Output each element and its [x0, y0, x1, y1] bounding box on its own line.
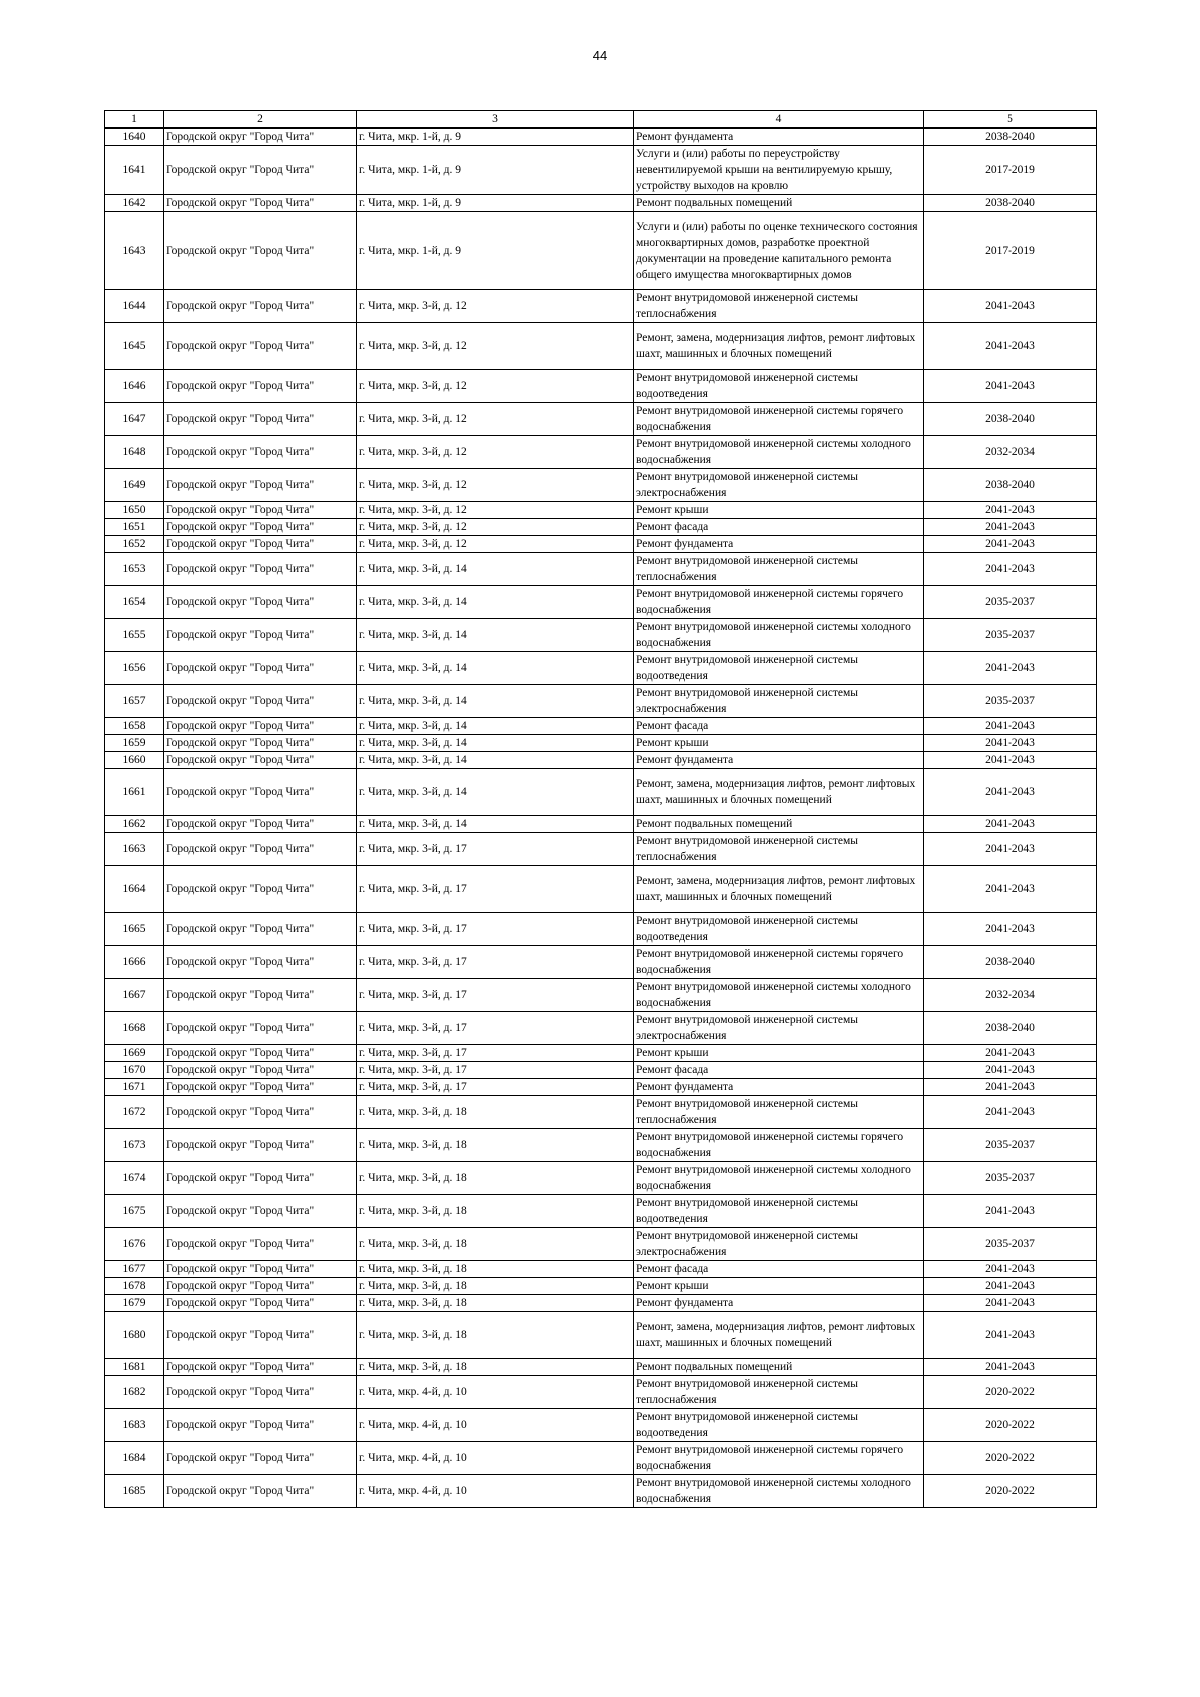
work-type-cell: Ремонт внутридомовой инженерной системы теплоснабжения: [634, 290, 924, 323]
row-number: 1674: [105, 1162, 164, 1195]
table-row: [105, 128, 1097, 146]
period-cell: 2020-2022: [924, 1442, 1097, 1475]
period-cell: 2041-2043: [924, 1079, 1097, 1096]
municipality-cell: Городской округ "Город Чита": [164, 1195, 357, 1228]
work-type-cell: Ремонт фундамента: [634, 1079, 924, 1096]
municipality-cell: Городской округ "Город Чита": [164, 1045, 357, 1062]
period-cell: 2038-2040: [924, 195, 1097, 212]
work-type-cell: Ремонт внутридомовой инженерной системы электроснабжения: [634, 1012, 924, 1045]
column-header-1: 1: [105, 111, 164, 129]
address-cell: г. Чита, мкр. 3-й, д. 12: [357, 370, 634, 403]
address-cell: г. Чита, мкр. 3-й, д. 17: [357, 979, 634, 1012]
address-cell: г. Чита, мкр. 3-й, д. 18: [357, 1162, 634, 1195]
period-cell: 2041-2043: [924, 1295, 1097, 1312]
period-cell: 2041-2043: [924, 519, 1097, 536]
work-type-cell: Ремонт внутридомовой инженерной системы водоотведения: [634, 652, 924, 685]
address-cell: г. Чита, мкр. 3-й, д. 12: [357, 290, 634, 323]
period-cell: 2020-2022: [924, 1475, 1097, 1508]
period-cell: 2035-2037: [924, 586, 1097, 619]
table-row: [105, 146, 1097, 195]
municipality-cell: Городской округ "Город Чита": [164, 212, 357, 290]
table-row: [105, 586, 1097, 619]
municipality-cell: Городской округ "Город Чита": [164, 979, 357, 1012]
column-header-2: 2: [164, 111, 357, 129]
municipality-cell: Городской округ "Город Чита": [164, 652, 357, 685]
municipality-cell: Городской округ "Город Чита": [164, 1129, 357, 1162]
address-cell: г. Чита, мкр. 3-й, д. 18: [357, 1129, 634, 1162]
row-number: 1681: [105, 1359, 164, 1376]
municipality-cell: Городской округ "Город Чита": [164, 586, 357, 619]
address-cell: г. Чита, мкр. 4-й, д. 10: [357, 1475, 634, 1508]
work-type-cell: Ремонт фасада: [634, 1062, 924, 1079]
municipality-cell: Городской округ "Город Чита": [164, 1295, 357, 1312]
address-cell: г. Чита, мкр. 3-й, д. 17: [357, 1045, 634, 1062]
municipality-cell: Городской округ "Город Чита": [164, 1475, 357, 1508]
table-row: [105, 718, 1097, 735]
row-number: 1641: [105, 146, 164, 195]
work-type-cell: Ремонт внутридомовой инженерной системы теплоснабжения: [634, 1376, 924, 1409]
row-number: 1667: [105, 979, 164, 1012]
table-row: [105, 1162, 1097, 1195]
period-cell: 2038-2040: [924, 469, 1097, 502]
table-row: [105, 833, 1097, 866]
table-row: [105, 752, 1097, 769]
row-number: 1642: [105, 195, 164, 212]
row-number: 1644: [105, 290, 164, 323]
municipality-cell: Городской округ "Город Чита": [164, 866, 357, 913]
table-row: [105, 1195, 1097, 1228]
work-type-cell: Ремонт внутридомовой инженерной системы электроснабжения: [634, 469, 924, 502]
work-type-cell: Ремонт крыши: [634, 1278, 924, 1295]
address-cell: г. Чита, мкр. 3-й, д. 14: [357, 619, 634, 652]
municipality-cell: Городской округ "Город Чита": [164, 323, 357, 370]
work-type-cell: Ремонт внутридомовой инженерной системы электроснабжения: [634, 1228, 924, 1261]
period-cell: 2032-2034: [924, 436, 1097, 469]
address-cell: г. Чита, мкр. 3-й, д. 17: [357, 1062, 634, 1079]
period-cell: 2032-2034: [924, 979, 1097, 1012]
address-cell: г. Чита, мкр. 3-й, д. 18: [357, 1261, 634, 1278]
period-cell: 2038-2040: [924, 128, 1097, 146]
address-cell: г. Чита, мкр. 1-й, д. 9: [357, 195, 634, 212]
address-cell: г. Чита, мкр. 3-й, д. 18: [357, 1295, 634, 1312]
row-number: 1653: [105, 553, 164, 586]
work-type-cell: Ремонт внутридомовой инженерной системы холодного водоснабжения: [634, 436, 924, 469]
municipality-cell: Городской округ "Город Чита": [164, 502, 357, 519]
address-cell: г. Чита, мкр. 3-й, д. 17: [357, 866, 634, 913]
table-row: [105, 1062, 1097, 1079]
address-cell: г. Чита, мкр. 3-й, д. 12: [357, 502, 634, 519]
address-cell: г. Чита, мкр. 3-й, д. 14: [357, 586, 634, 619]
period-cell: 2038-2040: [924, 403, 1097, 436]
row-number: 1684: [105, 1442, 164, 1475]
work-type-cell: Ремонт внутридомовой инженерной системы электроснабжения: [634, 685, 924, 718]
municipality-cell: Городской округ "Город Чита": [164, 619, 357, 652]
municipality-cell: Городской округ "Город Чита": [164, 1442, 357, 1475]
row-number: 1649: [105, 469, 164, 502]
work-type-cell: Ремонт, замена, модернизация лифтов, ремонт лифтовых шахт, машинных и блочных помещений: [634, 866, 924, 913]
period-cell: 2041-2043: [924, 1045, 1097, 1062]
work-type-cell: Ремонт фундамента: [634, 1295, 924, 1312]
work-type-cell: Ремонт, замена, модернизация лифтов, ремонт лифтовых шахт, машинных и блочных помещений: [634, 323, 924, 370]
period-cell: 2041-2043: [924, 370, 1097, 403]
work-type-cell: Ремонт внутридомовой инженерной системы холодного водоснабжения: [634, 979, 924, 1012]
row-number: 1683: [105, 1409, 164, 1442]
address-cell: г. Чита, мкр. 3-й, д. 12: [357, 323, 634, 370]
period-cell: 2035-2037: [924, 619, 1097, 652]
work-type-cell: Ремонт крыши: [634, 502, 924, 519]
municipality-cell: Городской округ "Город Чита": [164, 685, 357, 718]
row-number: 1676: [105, 1228, 164, 1261]
row-number: 1675: [105, 1195, 164, 1228]
table-row: [105, 1129, 1097, 1162]
address-cell: г. Чита, мкр. 3-й, д. 14: [357, 752, 634, 769]
period-cell: 2041-2043: [924, 502, 1097, 519]
table-row: [105, 1475, 1097, 1508]
table-row: [105, 685, 1097, 718]
municipality-cell: Городской округ "Город Чита": [164, 1012, 357, 1045]
table-row: [105, 1228, 1097, 1261]
row-number: 1669: [105, 1045, 164, 1062]
address-cell: г. Чита, мкр. 3-й, д. 18: [357, 1228, 634, 1261]
address-cell: г. Чита, мкр. 3-й, д. 17: [357, 913, 634, 946]
municipality-cell: Городской округ "Город Чита": [164, 195, 357, 212]
municipality-cell: Городской округ "Город Чита": [164, 752, 357, 769]
table-row: [105, 370, 1097, 403]
address-cell: г. Чита, мкр. 3-й, д. 14: [357, 652, 634, 685]
column-header-3: 3: [357, 111, 634, 129]
table-row: [105, 946, 1097, 979]
address-cell: г. Чита, мкр. 4-й, д. 10: [357, 1442, 634, 1475]
period-cell: 2041-2043: [924, 536, 1097, 553]
row-number: 1663: [105, 833, 164, 866]
row-number: 1654: [105, 586, 164, 619]
period-cell: 2041-2043: [924, 833, 1097, 866]
period-cell: 2041-2043: [924, 1096, 1097, 1129]
table-row: [105, 866, 1097, 913]
table-row: [105, 212, 1097, 290]
address-cell: г. Чита, мкр. 3-й, д. 14: [357, 553, 634, 586]
work-type-cell: Ремонт подвальных помещений: [634, 1359, 924, 1376]
table-row: [105, 502, 1097, 519]
municipality-cell: Городской округ "Город Чита": [164, 290, 357, 323]
period-cell: 2017-2019: [924, 146, 1097, 195]
table-row: [105, 290, 1097, 323]
period-cell: 2038-2040: [924, 1012, 1097, 1045]
municipality-cell: Городской округ "Город Чита": [164, 1312, 357, 1359]
municipality-cell: Городской округ "Город Чита": [164, 1079, 357, 1096]
work-type-cell: Ремонт внутридомовой инженерной системы холодного водоснабжения: [634, 1475, 924, 1508]
work-type-cell: Ремонт внутридомовой инженерной системы водоотведения: [634, 1195, 924, 1228]
row-number: 1679: [105, 1295, 164, 1312]
row-number: 1645: [105, 323, 164, 370]
period-cell: 2041-2043: [924, 913, 1097, 946]
municipality-cell: Городской округ "Город Чита": [164, 1376, 357, 1409]
work-type-cell: Ремонт подвальных помещений: [634, 816, 924, 833]
table-row: [105, 1295, 1097, 1312]
row-number: 1665: [105, 913, 164, 946]
period-cell: 2038-2040: [924, 946, 1097, 979]
row-number: 1661: [105, 769, 164, 816]
work-type-cell: Ремонт фундамента: [634, 128, 924, 146]
row-number: 1655: [105, 619, 164, 652]
row-number: 1643: [105, 212, 164, 290]
address-cell: г. Чита, мкр. 1-й, д. 9: [357, 212, 634, 290]
period-cell: 2041-2043: [924, 1261, 1097, 1278]
work-type-cell: Ремонт фундамента: [634, 536, 924, 553]
work-type-cell: Ремонт внутридомовой инженерной системы водоотведения: [634, 1409, 924, 1442]
work-type-cell: Ремонт фасада: [634, 718, 924, 735]
column-header-5: 5: [924, 111, 1097, 129]
period-cell: 2041-2043: [924, 1359, 1097, 1376]
row-number: 1659: [105, 735, 164, 752]
row-number: 1650: [105, 502, 164, 519]
row-number: 1658: [105, 718, 164, 735]
work-type-cell: Услуги и (или) работы по переустройству невентилируемой крыши на вентилируемую крышу, устройству выходов на кровлю: [634, 146, 924, 195]
period-cell: 2035-2037: [924, 1129, 1097, 1162]
municipality-cell: Городской округ "Город Чита": [164, 1062, 357, 1079]
work-type-cell: Ремонт фасада: [634, 519, 924, 536]
period-cell: 2041-2043: [924, 1312, 1097, 1359]
municipality-cell: Городской округ "Город Чита": [164, 1261, 357, 1278]
period-cell: 2041-2043: [924, 816, 1097, 833]
table-row: [105, 652, 1097, 685]
municipality-cell: Городской округ "Город Чита": [164, 1096, 357, 1129]
address-cell: г. Чита, мкр. 3-й, д. 18: [357, 1195, 634, 1228]
table-body: [105, 128, 1097, 1508]
table-row: [105, 1096, 1097, 1129]
row-number: 1673: [105, 1129, 164, 1162]
address-cell: г. Чита, мкр. 3-й, д. 18: [357, 1096, 634, 1129]
table-row: [105, 1312, 1097, 1359]
address-cell: г. Чита, мкр. 1-й, д. 9: [357, 146, 634, 195]
municipality-cell: Городской округ "Город Чита": [164, 1162, 357, 1195]
address-cell: г. Чита, мкр. 3-й, д. 18: [357, 1359, 634, 1376]
row-number: 1677: [105, 1261, 164, 1278]
row-number: 1678: [105, 1278, 164, 1295]
row-number: 1662: [105, 816, 164, 833]
work-type-cell: Ремонт внутридомовой инженерной системы водоотведения: [634, 913, 924, 946]
work-type-cell: Ремонт внутридомовой инженерной системы теплоснабжения: [634, 833, 924, 866]
address-cell: г. Чита, мкр. 1-й, д. 9: [357, 128, 634, 146]
municipality-cell: Городской округ "Город Чита": [164, 833, 357, 866]
municipality-cell: Городской округ "Город Чита": [164, 553, 357, 586]
table-row: [105, 403, 1097, 436]
period-cell: 2020-2022: [924, 1409, 1097, 1442]
work-type-cell: Ремонт внутридомовой инженерной системы теплоснабжения: [634, 553, 924, 586]
period-cell: 2017-2019: [924, 212, 1097, 290]
municipality-cell: Городской округ "Город Чита": [164, 913, 357, 946]
capital-repair-table: [104, 110, 1097, 1508]
municipality-cell: Городской округ "Город Чита": [164, 816, 357, 833]
table-row: [105, 769, 1097, 816]
municipality-cell: Городской округ "Город Чита": [164, 128, 357, 146]
table-row: [105, 735, 1097, 752]
period-cell: 2035-2037: [924, 685, 1097, 718]
page-number: 44: [592, 48, 608, 63]
address-cell: г. Чита, мкр. 3-й, д. 17: [357, 946, 634, 979]
municipality-cell: Городской округ "Город Чита": [164, 769, 357, 816]
period-cell: 2041-2043: [924, 718, 1097, 735]
address-cell: г. Чита, мкр. 3-й, д. 18: [357, 1312, 634, 1359]
work-type-cell: Услуги и (или) работы по оценке технического состояния многоквартирных домов, разработке проектной документации на проведение капитального ремонта общего имущества многоквартирных домов: [634, 212, 924, 290]
work-type-cell: Ремонт внутридомовой инженерной системы горячего водоснабжения: [634, 946, 924, 979]
row-number: 1651: [105, 519, 164, 536]
municipality-cell: Городской округ "Город Чита": [164, 1228, 357, 1261]
address-cell: г. Чита, мкр. 3-й, д. 12: [357, 469, 634, 502]
period-cell: 2035-2037: [924, 1162, 1097, 1195]
period-cell: 2041-2043: [924, 866, 1097, 913]
row-number: 1646: [105, 370, 164, 403]
period-cell: 2041-2043: [924, 553, 1097, 586]
row-number: 1680: [105, 1312, 164, 1359]
work-type-cell: Ремонт фундамента: [634, 752, 924, 769]
period-cell: 2041-2043: [924, 735, 1097, 752]
period-cell: 2035-2037: [924, 1228, 1097, 1261]
row-number: 1640: [105, 128, 164, 146]
row-number: 1668: [105, 1012, 164, 1045]
municipality-cell: Городской округ "Город Чита": [164, 718, 357, 735]
address-cell: г. Чита, мкр. 3-й, д. 12: [357, 519, 634, 536]
table-row: [105, 1376, 1097, 1409]
address-cell: г. Чита, мкр. 3-й, д. 17: [357, 1012, 634, 1045]
period-cell: 2020-2022: [924, 1376, 1097, 1409]
work-type-cell: Ремонт внутридомовой инженерной системы водоотведения: [634, 370, 924, 403]
table-row: [105, 619, 1097, 652]
table-row: [105, 1409, 1097, 1442]
work-type-cell: Ремонт внутридомовой инженерной системы горячего водоснабжения: [634, 1129, 924, 1162]
table-row: [105, 436, 1097, 469]
table-row: [105, 1278, 1097, 1295]
table-row: [105, 1045, 1097, 1062]
period-cell: 2041-2043: [924, 290, 1097, 323]
table-row: [105, 913, 1097, 946]
municipality-cell: Городской округ "Город Чита": [164, 946, 357, 979]
address-cell: г. Чита, мкр. 3-й, д. 14: [357, 718, 634, 735]
address-cell: г. Чита, мкр. 3-й, д. 12: [357, 403, 634, 436]
table-row: [105, 536, 1097, 553]
table-row: [105, 1012, 1097, 1045]
address-cell: г. Чита, мкр. 3-й, д. 14: [357, 816, 634, 833]
work-type-cell: Ремонт внутридомовой инженерной системы горячего водоснабжения: [634, 586, 924, 619]
address-cell: г. Чита, мкр. 4-й, д. 10: [357, 1376, 634, 1409]
work-type-cell: Ремонт внутридомовой инженерной системы холодного водоснабжения: [634, 1162, 924, 1195]
table-row: [105, 553, 1097, 586]
period-cell: 2041-2043: [924, 752, 1097, 769]
municipality-cell: Городской округ "Город Чита": [164, 370, 357, 403]
address-cell: г. Чита, мкр. 3-й, д. 14: [357, 685, 634, 718]
work-type-cell: Ремонт внутридомовой инженерной системы горячего водоснабжения: [634, 1442, 924, 1475]
row-number: 1657: [105, 685, 164, 718]
address-cell: г. Чита, мкр. 4-й, д. 10: [357, 1409, 634, 1442]
table-row: [105, 519, 1097, 536]
table-row: [105, 195, 1097, 212]
address-cell: г. Чита, мкр. 3-й, д. 14: [357, 769, 634, 816]
municipality-cell: Городской округ "Город Чита": [164, 735, 357, 752]
municipality-cell: Городской округ "Город Чита": [164, 436, 357, 469]
row-number: 1664: [105, 866, 164, 913]
table-row: [105, 1079, 1097, 1096]
row-number: 1671: [105, 1079, 164, 1096]
period-cell: 2041-2043: [924, 1195, 1097, 1228]
address-cell: г. Чита, мкр. 3-й, д. 17: [357, 1079, 634, 1096]
header-row: [105, 111, 1097, 129]
row-number: 1672: [105, 1096, 164, 1129]
work-type-cell: Ремонт фасада: [634, 1261, 924, 1278]
table-row: [105, 979, 1097, 1012]
address-cell: г. Чита, мкр. 3-й, д. 12: [357, 536, 634, 553]
row-number: 1656: [105, 652, 164, 685]
address-cell: г. Чита, мкр. 3-й, д. 12: [357, 436, 634, 469]
table-row: [105, 1261, 1097, 1278]
municipality-cell: Городской округ "Город Чита": [164, 519, 357, 536]
row-number: 1660: [105, 752, 164, 769]
table-row: [105, 469, 1097, 502]
work-type-cell: Ремонт крыши: [634, 735, 924, 752]
period-cell: 2041-2043: [924, 1278, 1097, 1295]
period-cell: 2041-2043: [924, 323, 1097, 370]
row-number: 1682: [105, 1376, 164, 1409]
row-number: 1685: [105, 1475, 164, 1508]
work-type-cell: Ремонт подвальных помещений: [634, 195, 924, 212]
address-cell: г. Чита, мкр. 3-й, д. 18: [357, 1278, 634, 1295]
address-cell: г. Чита, мкр. 3-й, д. 14: [357, 735, 634, 752]
row-number: 1647: [105, 403, 164, 436]
table-row: [105, 1359, 1097, 1376]
table-row: [105, 1442, 1097, 1475]
municipality-cell: Городской округ "Город Чита": [164, 1359, 357, 1376]
municipality-cell: Городской округ "Город Чита": [164, 1278, 357, 1295]
municipality-cell: Городской округ "Город Чита": [164, 469, 357, 502]
municipality-cell: Городской округ "Город Чита": [164, 536, 357, 553]
table-row: [105, 323, 1097, 370]
work-type-cell: Ремонт крыши: [634, 1045, 924, 1062]
work-type-cell: Ремонт, замена, модернизация лифтов, ремонт лифтовых шахт, машинных и блочных помещений: [634, 769, 924, 816]
period-cell: 2041-2043: [924, 652, 1097, 685]
work-type-cell: Ремонт внутридомовой инженерной системы теплоснабжения: [634, 1096, 924, 1129]
municipality-cell: Городской округ "Город Чита": [164, 146, 357, 195]
address-cell: г. Чита, мкр. 3-й, д. 17: [357, 833, 634, 866]
row-number: 1648: [105, 436, 164, 469]
municipality-cell: Городской округ "Город Чита": [164, 403, 357, 436]
period-cell: 2041-2043: [924, 769, 1097, 816]
column-header-4: 4: [634, 111, 924, 129]
period-cell: 2041-2043: [924, 1062, 1097, 1079]
row-number: 1652: [105, 536, 164, 553]
municipality-cell: Городской округ "Город Чита": [164, 1409, 357, 1442]
work-type-cell: Ремонт внутридомовой инженерной системы холодного водоснабжения: [634, 619, 924, 652]
row-number: 1666: [105, 946, 164, 979]
row-number: 1670: [105, 1062, 164, 1079]
work-type-cell: Ремонт, замена, модернизация лифтов, ремонт лифтовых шахт, машинных и блочных помещений: [634, 1312, 924, 1359]
work-type-cell: Ремонт внутридомовой инженерной системы горячего водоснабжения: [634, 403, 924, 436]
table-row: [105, 816, 1097, 833]
